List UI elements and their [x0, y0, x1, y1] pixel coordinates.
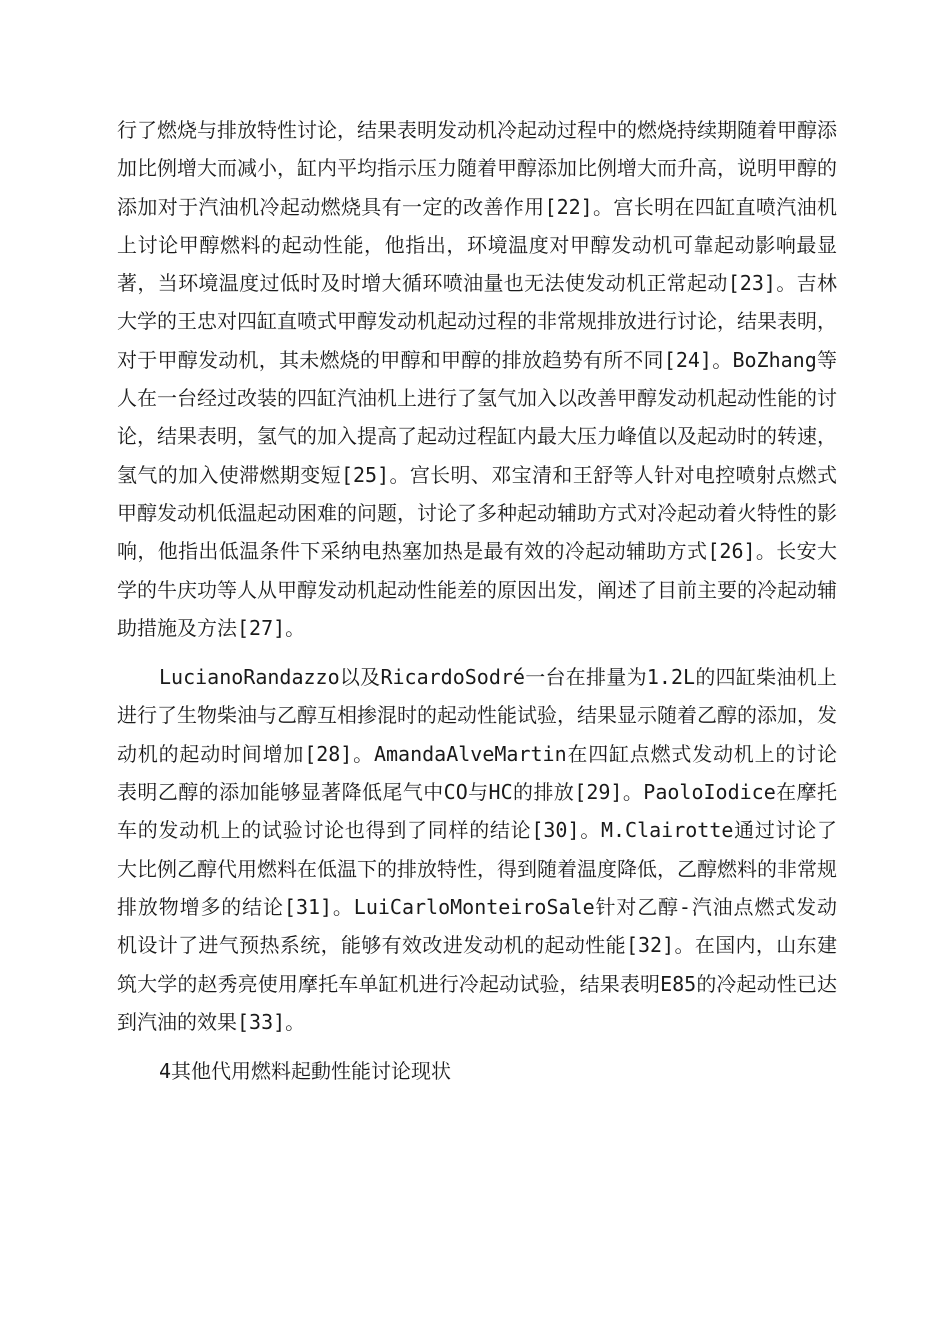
document-page — [117, 111, 837, 1090]
section-heading: 4其他代用燃料起動性能讨论现状 — [159, 1059, 452, 1084]
body-paragraph-1: 行了燃烧与排放特性讨论，结果表明发动机冷起动过程中的燃烧持续期随着甲醇添加比例增大而减小，缸内平均指示压力随着甲醇添加比例增大而升高，说明甲醇的添加对于汽油机冷起动燃烧具有一定的改善作用[22]。宫长明在四缸直喷汽油机上讨论甲醇燃料的起动性能，他指出，环境温度对甲醇发动机可靠起动影响最显著，当环境温度过低时及时增大循环喷油量也无法使发动机正常起动[23]。吉林大学的王忠对四缸直喷式甲醇发动机起动过程的非常规排放进行讨论，结果表明，对于甲醇发动机，其未燃烧的甲醇和甲醇的排放趋势有所不同[24]。BoZhang等人在一台经过改装的四缸汽油机上进行了氢气加入以改善甲醇发动机起动性能的讨论，结果表明，氢气的加入提高了起动过程缸内最大压力峰值以及起动时的转速，氢气的加入使滞燃期变短[25]。宫长明、邓宝清和王舒等人针对电控喷射点燃式甲醇发动机低温起动困难的问题，讨论了多种起动辅助方式对冷起动着火特性的影响，他指出低温条件下采纳电热塞加热是最有效的冷起动辅助方式[26]。长安大学的牛庆功等人从甲醇发动机起动性能差的原因出发，阐述了目前主要的冷起动辅助措施及方法[27]。 — [117, 118, 837, 640]
body-paragraph-2: LucianoRandazzo以及RicardoSodré一台在排量为1.2L的四缸柴油机上进行了生物柴油与乙醇互相掺混时的起动性能试验，结果显示随着乙醇的添加，发动机的起动时间增加[28]。AmandaAlveMartin在四缸点燃式发动机上的讨论表明乙醇的添加能够显著降低尾气中CO与HC的排放[29]。PaoloIodice在摩托车的发动机上的试验讨论也得到了同样的结论[30]。M.Clairotte通过讨论了大比例乙醇代用燃料在低温下的排放特性，得到随着温度降低，乙醇燃料的非常规排放物增多的结论[31]。LuiCarloMonteiroSale针对乙醇-汽油点燃式发动机设计了进气预热系统，能够有效改进发动机的起动性能[32]。在国内，山东建筑大学的赵秀亮使用摩托车单缸机进行冷起动试验，结果表明E85的冷起动性已达到汽油的效果[33]。 — [117, 665, 837, 1034]
